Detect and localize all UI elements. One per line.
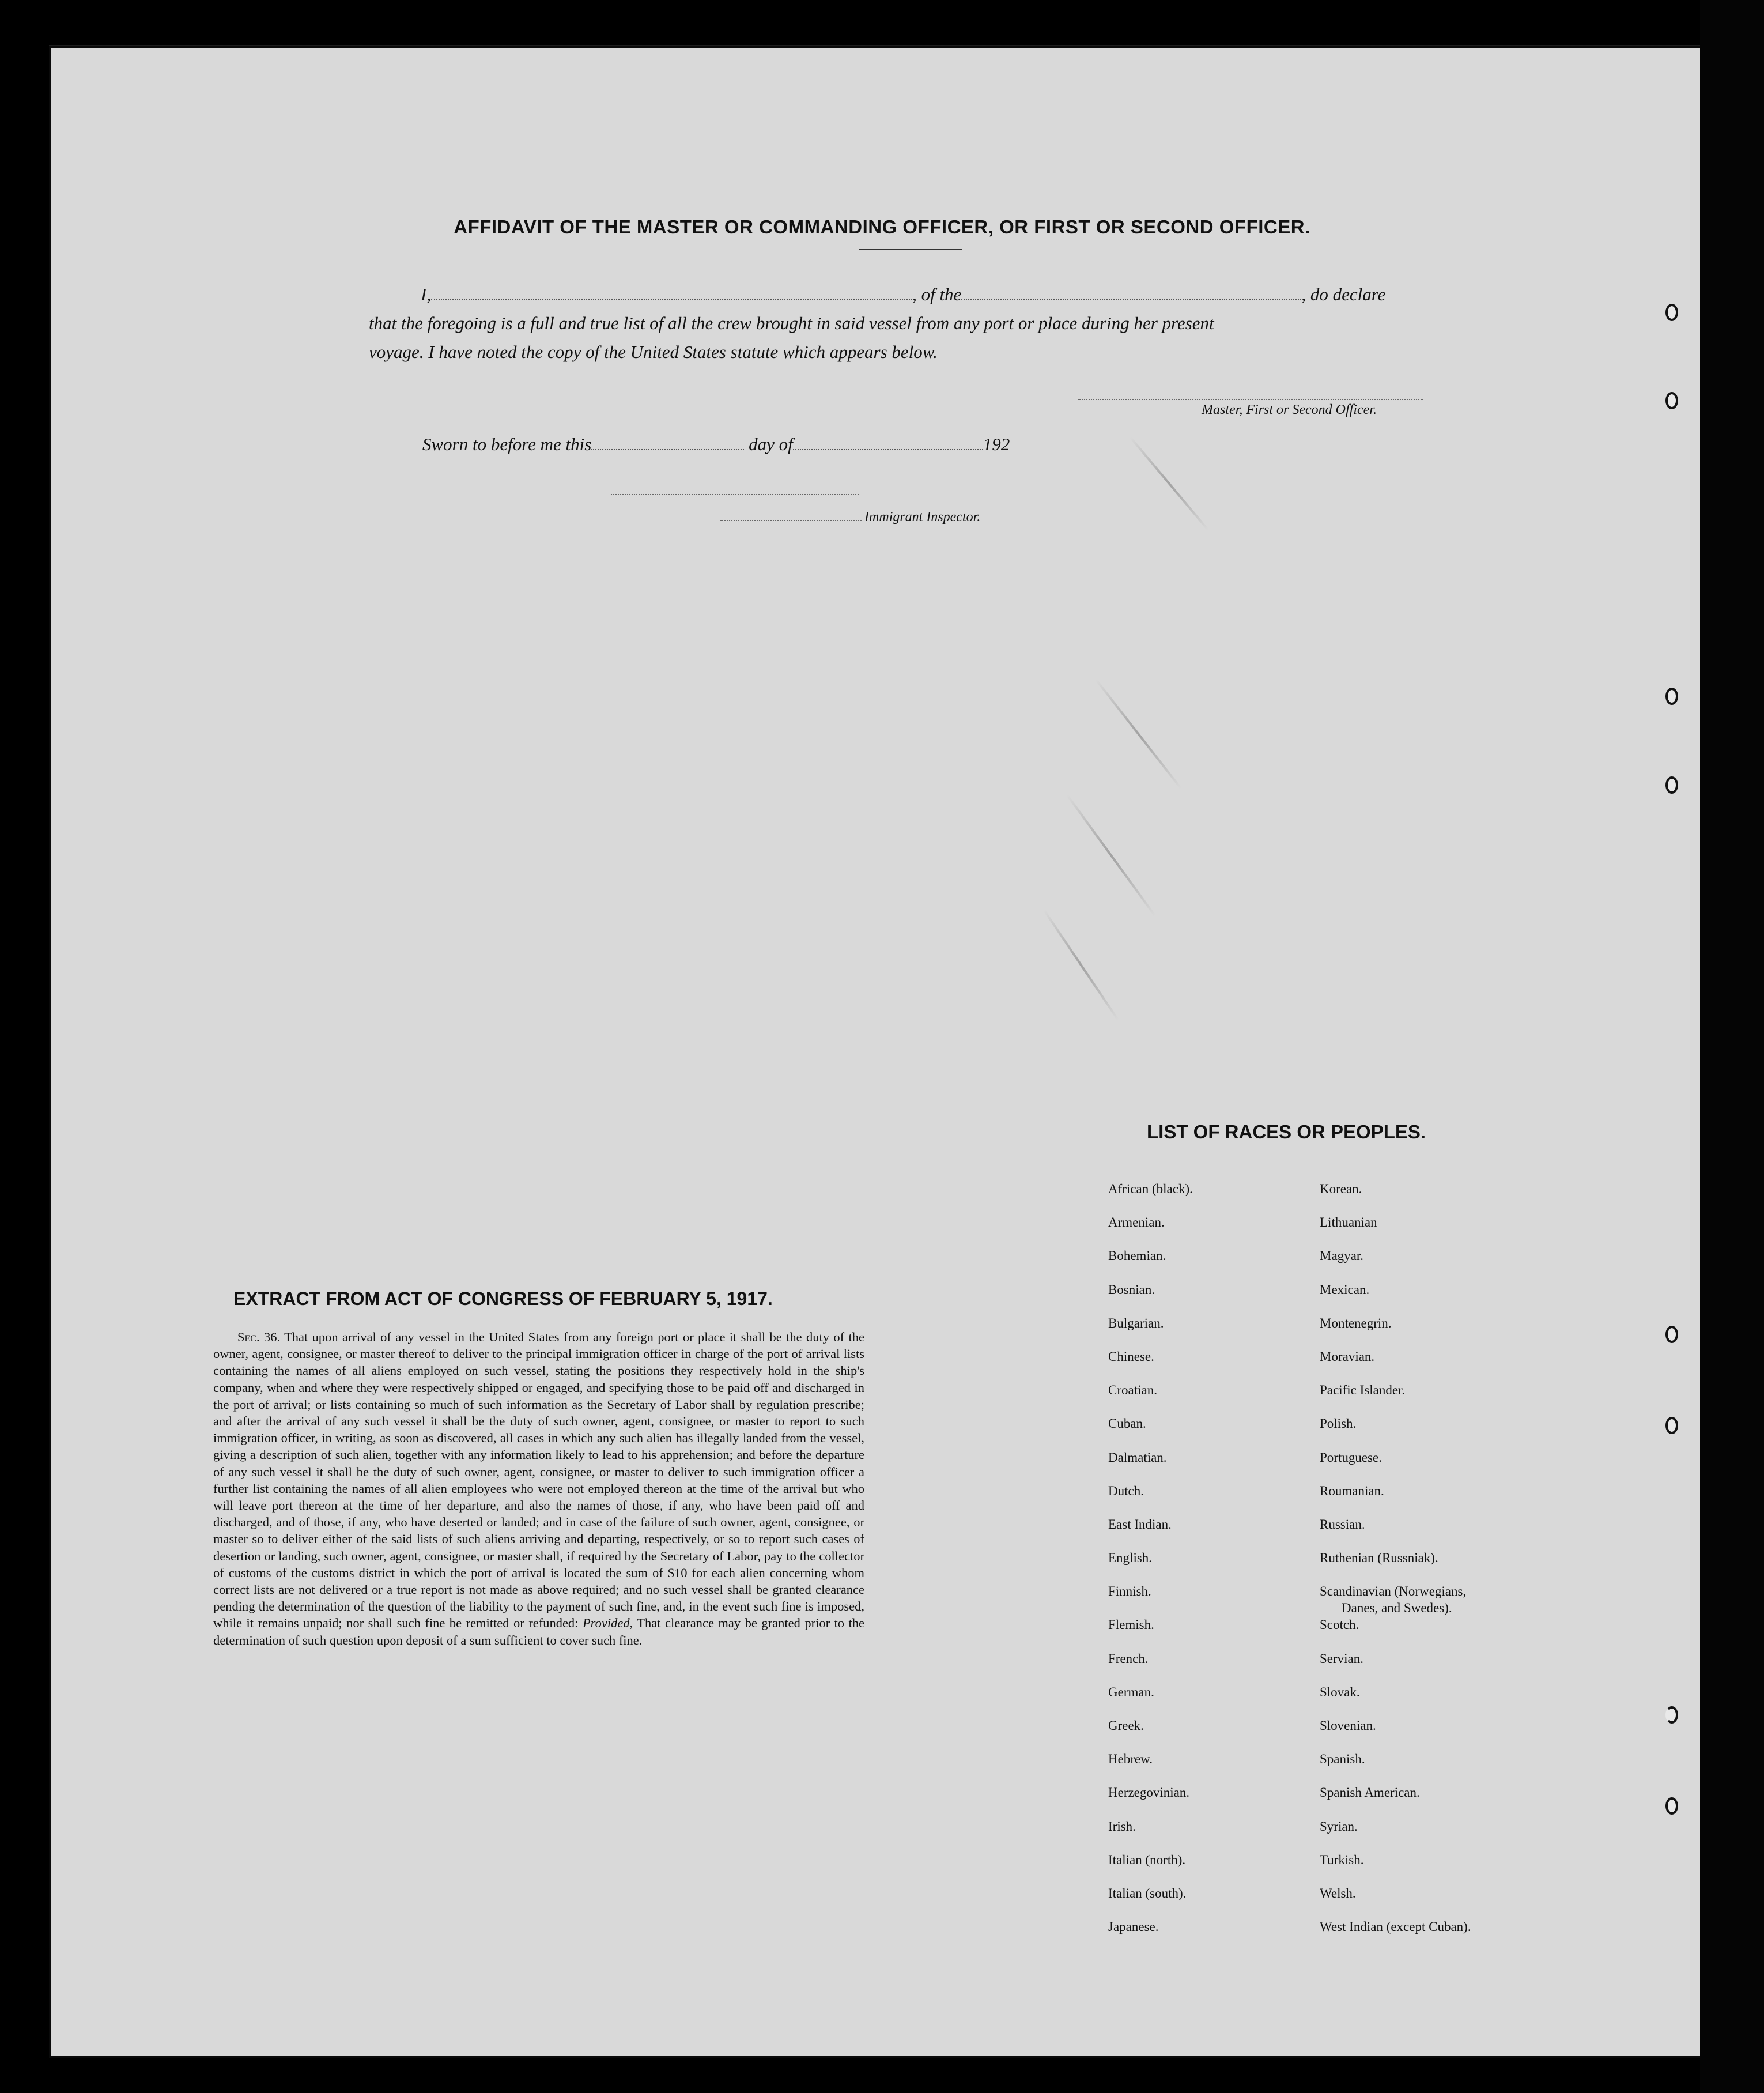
- race-item: Italian (south).: [1108, 1885, 1187, 1900]
- affidavit-line-3: voyage. I have noted the copy of the United States statute which appears below.: [369, 342, 938, 362]
- race-item: Spanish.: [1320, 1752, 1365, 1767]
- race-item: African (black).: [1108, 1182, 1193, 1196]
- race-item: Portuguese.: [1320, 1450, 1382, 1465]
- race-item: Bosnian.: [1108, 1282, 1155, 1297]
- race-item: Polish.: [1320, 1416, 1357, 1431]
- provided-word: Provided,: [582, 1616, 633, 1631]
- race-item: Korean.: [1320, 1182, 1362, 1196]
- punch-hole-icon: [1665, 1326, 1678, 1343]
- sworn-line: [422, 434, 1010, 455]
- race-item: Cuban.: [1108, 1416, 1146, 1431]
- race-item: French.: [1108, 1651, 1149, 1666]
- inspector-signature-line[interactable]: [720, 520, 862, 521]
- sworn-day-blank[interactable]: [591, 435, 744, 450]
- race-item: Bohemian.: [1108, 1249, 1166, 1264]
- race-item: Irish.: [1108, 1819, 1136, 1834]
- punch-hole-icon: [1665, 392, 1678, 409]
- race-item: Montenegrin.: [1320, 1315, 1392, 1330]
- punch-hole-icon: [1665, 1797, 1678, 1815]
- race-item: Finnish.: [1108, 1584, 1151, 1599]
- of-the-text: , of the: [912, 284, 962, 304]
- bleed-through-text: [184, 164, 1660, 193]
- inspector-label: Immigrant Inspector.: [864, 510, 981, 525]
- race-item: Italian (north).: [1108, 1852, 1186, 1867]
- race-item: Lithuanian: [1320, 1215, 1377, 1230]
- races-title: LIST OF RACES OR PEOPLES.: [1147, 1121, 1426, 1142]
- year-prefix: 192: [983, 434, 1010, 454]
- race-item: Scotch.: [1320, 1617, 1359, 1632]
- race-item-scandinavian: [1320, 1583, 1527, 1616]
- inspector-top-line[interactable]: [611, 494, 859, 495]
- punch-hole-icon: [1665, 776, 1678, 794]
- race-item-continuation: Danes, and Swedes).: [1342, 1601, 1452, 1616]
- race-item: English.: [1108, 1551, 1153, 1566]
- extract-text-end: That clearance may be granted prior to the determination of such question upon deposit of a sum sufficient to cover such fine.: [213, 1616, 865, 1647]
- race-item: Roumanian.: [1320, 1483, 1384, 1498]
- race-item: German.: [1108, 1684, 1154, 1699]
- punch-hole-icon: [1665, 1706, 1678, 1724]
- affidavit-line-2: that the foregoing is a full and true list of all the crew brought in said vessel from any port or place during her present: [369, 313, 1214, 333]
- race-item: Dalmatian.: [1108, 1450, 1167, 1465]
- affidavit-line-1: [421, 284, 1385, 305]
- punch-hole-icon: [1665, 1417, 1678, 1434]
- vessel-name-blank[interactable]: [961, 285, 1301, 300]
- races-column-a: [1108, 1181, 1298, 1952]
- race-item: Russian.: [1320, 1517, 1365, 1532]
- race-item: Turkish.: [1320, 1852, 1364, 1867]
- race-item: Bulgarian.: [1108, 1315, 1164, 1330]
- sworn-month-blank[interactable]: [793, 435, 983, 450]
- scan-border: [1700, 0, 1764, 2093]
- race-item: Flemish.: [1108, 1617, 1154, 1632]
- race-item: East Indian.: [1108, 1517, 1172, 1532]
- race-item: Pacific Islander.: [1320, 1383, 1406, 1398]
- race-item: Dutch.: [1108, 1483, 1144, 1498]
- race-item: Magyar.: [1320, 1249, 1364, 1264]
- race-item: Chinese.: [1108, 1349, 1154, 1364]
- race-item: Ruthenian (Russniak).: [1320, 1551, 1438, 1566]
- race-item: Greek.: [1108, 1718, 1144, 1733]
- race-item: Moravian.: [1320, 1349, 1375, 1364]
- declarant-name-blank[interactable]: [431, 285, 912, 300]
- extract-title: EXTRACT FROM ACT OF CONGRESS OF FEBRUARY 5, 1917.: [233, 1288, 773, 1309]
- race-item: Slovenian.: [1320, 1718, 1376, 1733]
- race-item: Japanese.: [1108, 1919, 1159, 1934]
- declarant-prefix: I,: [421, 284, 432, 304]
- punch-hole-icon: [1665, 304, 1678, 321]
- do-declare-text: , do declare: [1301, 284, 1386, 304]
- officer-signature-line[interactable]: [1078, 399, 1423, 400]
- race-item: Scandinavian (Norwegians,: [1320, 1584, 1467, 1599]
- race-item: Mexican.: [1320, 1282, 1370, 1297]
- race-item: Servian.: [1320, 1651, 1364, 1666]
- sworn-prefix: Sworn to before me this: [422, 434, 592, 454]
- officer-signature-label: Master, First or Second Officer.: [1202, 402, 1377, 417]
- races-column-b: [1320, 1181, 1527, 1952]
- race-item: Herzegovinian.: [1108, 1785, 1190, 1800]
- race-item: West Indian (except Cuban).: [1320, 1919, 1471, 1934]
- race-item: Slovak.: [1320, 1684, 1360, 1699]
- title-rule: [859, 249, 962, 250]
- extract-text-main: That upon arrival of any vessel in the United States from any foreign port or place it shall be the duty of the owner, agent, consignee, or master thereof to deliver to the principal immigration officer in charge of the port of arrival lists containing the names of all aliens employed on such vessel, stating the positions they respectively hold in the ship's company, when and where they were respectively shipped or engaged, and specifying those to be paid off and discharged in the port of arrival; or lists containing so much of such information as the Secretary of Labor shall by regulation prescribe; and after the arrival of any such vessel it shall be the duty of such owner, agent, consignee, or master to report to such immigration officer, in writing, as soon as discovered, all cases in which any such alien has illegally landed from the vessel, giving a description of such alien, together with any information likely to lead to his apprehension; and before the departure of any such vessel it shall be the duty of such owner, agent, consignee, or master to deliver to such immigration officer a further list containing the names of all alien employees who were not employed thereon at the time of the arrival but who will leave port thereon at the time of her departure, and also the names of those, if any, who have been paid off and discharged, and of those, if any, who have deserted or landed; and in case of the failure of such owner, agent, consignee, or master so to deliver either of the said lists of such aliens arriving and departing, respectively, or so to report such cases of desertion or landing, such owner, agent, consignee, or master shall, if required by the Secretary of Labor, pay to the collector of customs of the customs district in which the port of arrival is located the sum of $10 for each alien concerning whom correct lists are not delivered or a true report is not made as above required; and no such vessel shall be granted clearance pending the determination of the question of the liability to the payment of such fine, and, in the event such fine is imposed, while it remains unpaid; nor shall such fine be remitted or refunded:: [213, 1330, 864, 1631]
- affidavit-title: AFFIDAVIT OF THE MASTER OR COMMANDING OFFICER, OR FIRST OR SECOND OFFICER.: [454, 216, 1310, 237]
- race-item: Syrian.: [1320, 1819, 1358, 1834]
- race-item: Armenian.: [1108, 1215, 1165, 1230]
- extract-body: [213, 1329, 864, 1649]
- race-item: Hebrew.: [1108, 1752, 1153, 1767]
- race-item: Spanish American.: [1320, 1785, 1420, 1800]
- day-of-text: day of: [749, 434, 793, 454]
- section-label: Sec. 36.: [237, 1330, 281, 1344]
- punch-hole-icon: [1665, 688, 1678, 705]
- race-item: Welsh.: [1320, 1885, 1356, 1900]
- race-item: Croatian.: [1108, 1383, 1157, 1398]
